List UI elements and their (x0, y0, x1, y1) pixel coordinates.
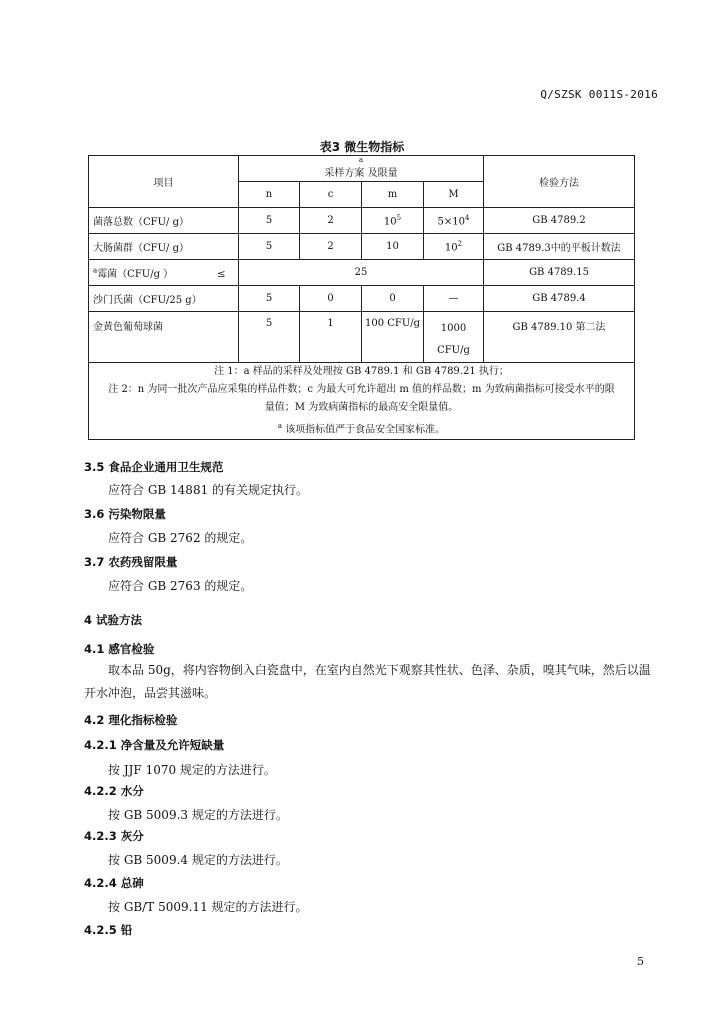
section-heading: 3.6 污染物限量 (84, 507, 166, 521)
section-heading: 4 试验方法 (84, 613, 143, 627)
header-M: M (424, 182, 484, 208)
table-title: 表3 微生物指标 (319, 140, 405, 154)
section-heading: 4.2.4 总砷 (84, 876, 144, 890)
section-text: 按 JJF 1070 规定的方法进行。 (108, 763, 276, 777)
table-row: 大肠菌群（CFU/ g） 5 2 10 $10^2$ GB 4789.3中的平板计数法 (89, 234, 635, 260)
section-text: 取本品 50g，将内容物倒入白瓷盘中，在室内自然光下观察其性状、色泽、杂质，嗅其气味，然后以温开水冲泡，品尝其滋味。 (84, 663, 651, 700)
table-notes: 注 1：a 样品的采样及处理按 GB 4789.1 和 GB 4789.21 执行； 注 2：n 为同一批次产品应采集的样品件数；c 为最大可允许超出 m 值的样品数；m 为致病菌指标可接受水平的限 量值；M 为致病菌指标的最高安全限量值。 $^a$ 该项指标值严于食品安全国家标准。 (89, 363, 635, 440)
table-row: 沙门氏菌（CFU/25 g） 5 0 0 — GB 4789.4 (89, 286, 635, 312)
section-text: 按 GB 5009.4 规定的方法进行。 (108, 853, 288, 867)
table-row: $^a$霉菌（CFU/g ） ≤ 25 GB 4789.15 (89, 260, 635, 286)
section-heading: 4.2.5 铅 (84, 923, 133, 937)
section-heading: 4.2.1 净含量及允许短缺量 (84, 738, 225, 752)
section-text: 按 GB 5009.3 规定的方法进行。 (108, 808, 288, 822)
section-heading: 3.5 食品企业通用卫生规范 (84, 460, 224, 474)
microbiology-table (88, 155, 635, 440)
header-sampling-sup: a (358, 155, 364, 164)
section-heading: 4.2 理化指标检验 (84, 713, 178, 727)
header-item: 项目 (89, 156, 239, 208)
header-sampling-label: 采样方案 及限量 (324, 167, 398, 179)
section-text: 应符合 GB 14881 的有关规定执行。 (108, 483, 309, 497)
section-heading: 3.7 农药残留限量 (84, 555, 178, 569)
page-number: 5 (637, 955, 644, 968)
section-heading: 4.2.2 水分 (84, 784, 144, 798)
section-text: 按 GB/T 5009.11 规定的方法进行。 (108, 900, 308, 914)
header-method: 检验方法 (484, 156, 635, 208)
document-code: Q/SZSK 0011S-2016 (540, 88, 658, 101)
section-text: 应符合 GB 2762 的规定。 (108, 531, 253, 545)
table-row: 菌落总数（CFU/ g） 5 2 $10^5$ $5\times 10^4$ GB 4789.2 (89, 208, 635, 234)
table-row: 金黄色葡萄球菌 5 1 100 CFU/g 1000 CFU/g GB 4789.10 第二法 (89, 312, 635, 363)
header-c: c (300, 182, 362, 208)
section-heading: 4.2.3 灰分 (84, 829, 144, 843)
header-sampling-plan (239, 156, 484, 182)
section-text: 应符合 GB 2763 的规定。 (108, 579, 253, 593)
header-n: n (239, 182, 300, 208)
section-heading: 4.1 感官检验 (84, 642, 155, 656)
header-m: m (362, 182, 424, 208)
